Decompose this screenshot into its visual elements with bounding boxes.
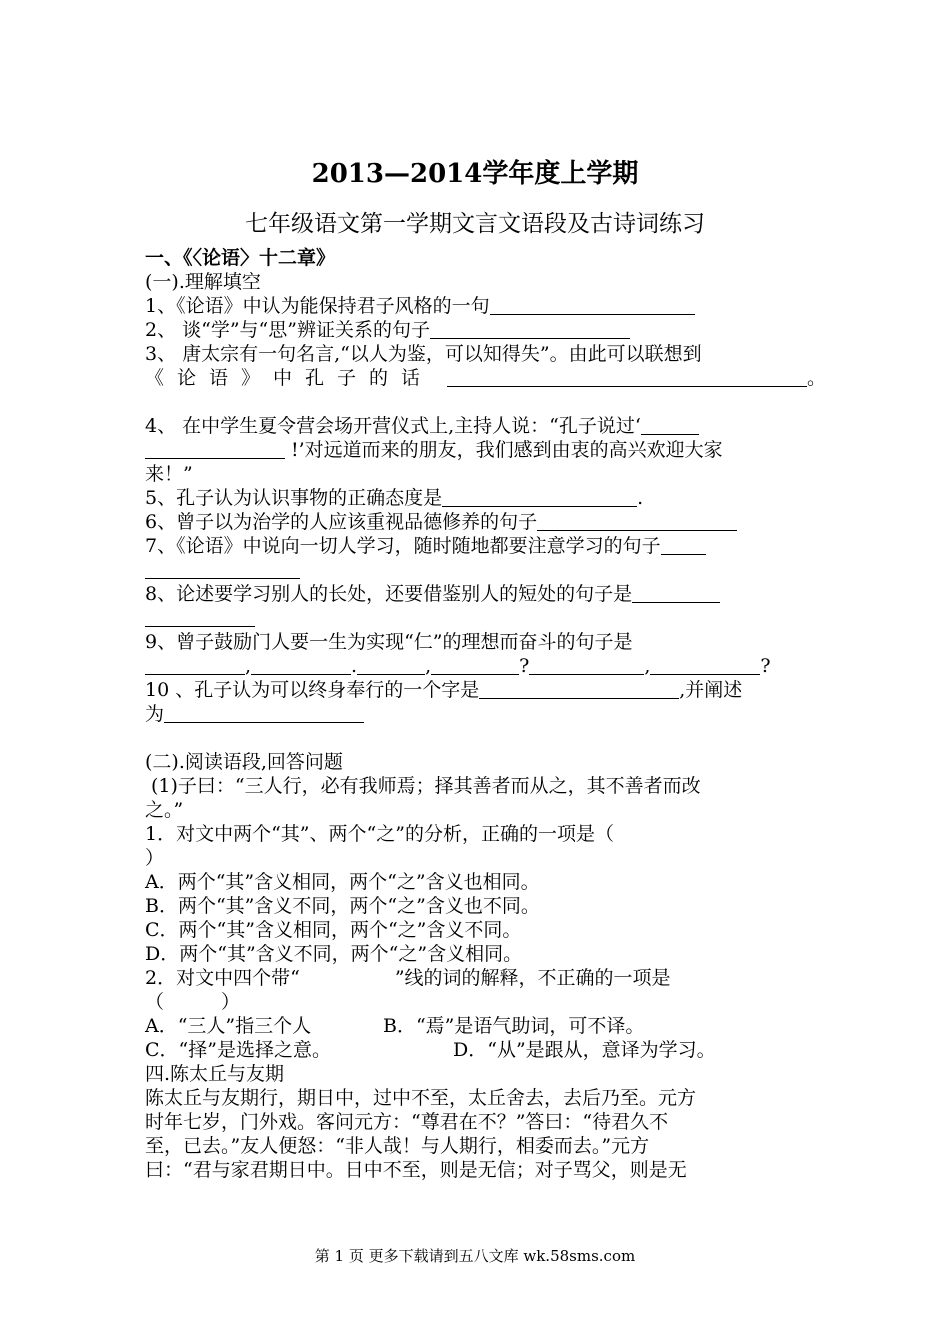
answer-blank[interactable] xyxy=(479,679,679,699)
punctuation: , xyxy=(644,655,651,677)
question-7 xyxy=(145,534,810,558)
mc-1-option-a: A．两个“其”含义相同，两个“之”含义也相同。 xyxy=(145,871,540,893)
passage-line-2: 之。” xyxy=(145,799,184,821)
question-3-line-1: 3、 唐太宗有一句名言,“以人为鉴，可以知得失”。由此可以联想到 xyxy=(145,343,702,365)
punctuation: ? xyxy=(760,655,771,677)
mc-2-options-ab xyxy=(145,1014,810,1038)
part-heading-fill: (一).理解填空 xyxy=(145,271,261,293)
question-10 xyxy=(145,678,810,702)
mc-question-1: 1．对文中两个“其”、两个“之”的分析，正确的一项是（ xyxy=(145,823,614,845)
punctuation: . xyxy=(351,655,358,677)
question-4-line-1 xyxy=(145,414,810,438)
question-3-line-2 xyxy=(145,366,827,390)
question-10-continuation xyxy=(145,702,810,726)
question-10-text-3: 为 xyxy=(145,703,165,725)
mc-question-1-bracket: ） xyxy=(145,847,165,869)
question-10-text-2: ,并阐述 xyxy=(679,679,743,701)
part-heading-reading: (二).阅读语段,回答问题 xyxy=(145,751,343,773)
question-7-text: 7、《论语》中说向一切人学习，随时随地都要注意学习的句子 xyxy=(145,535,661,557)
question-8-continuation xyxy=(145,606,810,630)
answer-blank[interactable] xyxy=(632,583,720,603)
question-9-blanks xyxy=(145,654,810,678)
section-heading-lunyu: 一、《〈论语〉十二章》 xyxy=(145,247,336,269)
mc-2-option-c: C．“择”是选择之意。 xyxy=(145,1039,331,1061)
answer-blank[interactable] xyxy=(164,703,364,723)
question-3-end: 。 xyxy=(807,367,827,389)
answer-blank[interactable] xyxy=(430,319,630,339)
text-line-3: 至，已去。”友人便怒：“非人哉！与人期行，相委而去。”元方 xyxy=(145,1135,650,1157)
question-4-text-2: !’对远道而来的朋友，我们感到由衷的高兴欢迎大家 xyxy=(291,439,723,461)
text-line-2: 时年七岁，门外戏。客问元方：“尊君在不？”答曰：“待君久不 xyxy=(145,1111,669,1133)
question-2 xyxy=(145,318,810,342)
answer-blank[interactable] xyxy=(650,655,760,675)
question-9: 9、曾子鼓励门人要一生为实现“仁”的理想而奋斗的句子是 xyxy=(145,631,633,653)
question-4-line-3: 来！” xyxy=(145,463,193,485)
mc-question-2-text: 2．对文中四个带“ xyxy=(145,967,300,989)
answer-blank[interactable] xyxy=(529,655,644,675)
answer-blank[interactable] xyxy=(661,535,706,555)
mc-1-option-b: B．两个“其”含义不同，两个“之”含义也不同。 xyxy=(145,895,540,917)
question-3-text: 《论语》中孔子的话 xyxy=(145,367,434,389)
question-7-continuation xyxy=(145,558,810,582)
mc-1-option-d: D．两个“其”含义不同，两个“之”含义相同。 xyxy=(145,943,523,965)
question-5 xyxy=(145,486,810,510)
punctuation: ? xyxy=(519,655,530,677)
answer-blank[interactable] xyxy=(431,655,519,675)
question-8 xyxy=(145,582,810,606)
mc-1-option-c: C．两个“其”含义相同，两个“之”含义不同。 xyxy=(145,919,522,941)
question-1 xyxy=(145,294,810,318)
punctuation: , xyxy=(245,655,252,677)
answer-blank[interactable] xyxy=(145,439,285,459)
question-6-text: 6、曾子以为治学的人应该重视品德修养的句子 xyxy=(145,511,538,533)
answer-blank[interactable] xyxy=(251,655,351,675)
document-body xyxy=(145,246,827,1182)
answer-blank[interactable] xyxy=(145,559,300,579)
answer-blank[interactable] xyxy=(641,415,699,435)
answer-blank[interactable] xyxy=(447,367,807,387)
answer-blank[interactable] xyxy=(145,655,245,675)
question-5-end: . xyxy=(637,487,644,509)
answer-blank[interactable] xyxy=(357,655,425,675)
question-10-text: 10 、孔子认为可以终身奉行的一个字是 xyxy=(145,679,480,701)
section-heading-chen-taiqiu: 四.陈太丘与友期 xyxy=(145,1063,285,1085)
answer-blank[interactable] xyxy=(442,487,637,507)
mc-question-2-bracket: （ ） xyxy=(145,991,241,1013)
text-line-4: 曰：“君与家君期日中。日中不至，则是无信；对子骂父，则是无 xyxy=(145,1159,687,1181)
mc-2-option-a: A．“三人”指三个人 xyxy=(145,1015,312,1037)
punctuation: , xyxy=(425,655,432,677)
question-4-text: 4、 在中学生夏令营会场开营仪式上,主持人说：“孔子说过‘ xyxy=(145,415,641,437)
question-8-text: 8、论述要学习别人的长处，还要借鉴别人的短处的句子是 xyxy=(145,583,633,605)
document-subtitle: 七年级语文第一学期文言文语段及古诗词练习 xyxy=(245,211,705,237)
question-1-text: 1、《论语》中认为能保持君子风格的一句 xyxy=(145,295,490,317)
mc-2-option-b: B．“焉”是语气助词，可不译。 xyxy=(383,1015,645,1037)
document-title: 2013—2014学年度上学期 xyxy=(311,159,639,189)
mc-2-option-d: D．“从”是跟从，意译为学习。 xyxy=(453,1039,716,1061)
page-footer: 第 1 页 更多下载请到五八文库 wk.58sms.com xyxy=(314,1247,636,1265)
question-6 xyxy=(145,510,810,534)
mc-question-2-text-2: ”线的词的解释，不正确的一项是 xyxy=(394,967,671,989)
question-2-text: 2、 谈“学”与“思”辨证关系的句子 xyxy=(145,319,430,341)
passage-line-1: (1)子曰：“三人行，必有我师焉；择其善者而从之，其不善者而改 xyxy=(151,775,701,797)
text-line-1: 陈太丘与友期行，期日中，过中不至，太丘舍去，去后乃至。元方 xyxy=(145,1087,697,1109)
answer-blank[interactable] xyxy=(537,511,737,531)
question-4-line-2 xyxy=(145,438,810,462)
mc-2-options-cd xyxy=(145,1038,810,1062)
question-5-text: 5、孔子认为认识事物的正确态度是 xyxy=(145,487,443,509)
answer-blank[interactable] xyxy=(145,607,255,627)
answer-blank[interactable] xyxy=(490,295,695,315)
mc-question-2 xyxy=(145,966,810,990)
